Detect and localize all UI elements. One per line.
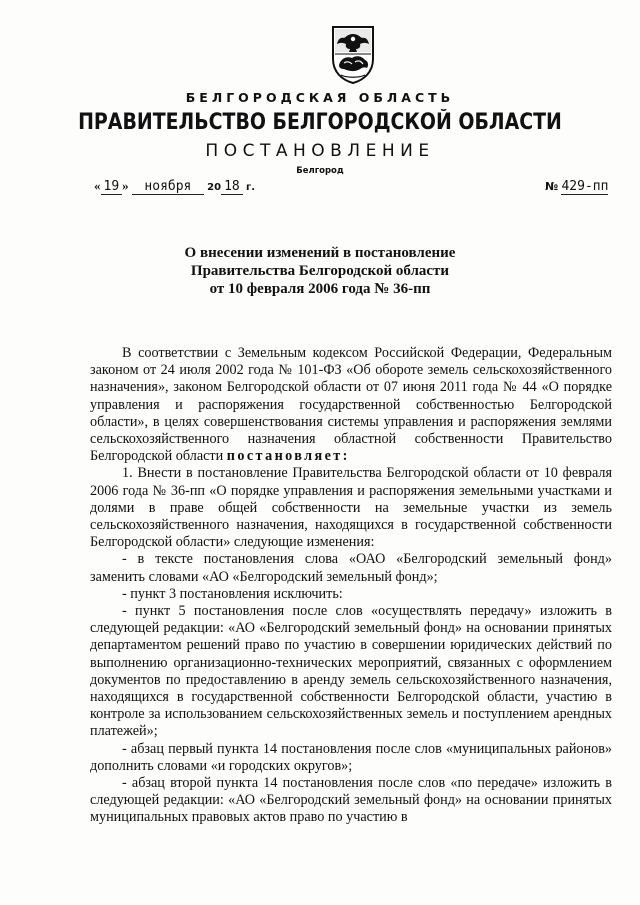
subject-line-3: от 10 февраля 2006 года № 36-пп	[209, 281, 431, 297]
subject-line-2: Правительства Белгородской области	[190, 263, 450, 279]
preamble-resolves: постановляет:	[226, 448, 350, 465]
number-sign: №	[545, 180, 559, 193]
document-body	[90, 345, 612, 827]
body-paragraph-item-1: 1. Внести в постановление Правительства Белгородской области от 10 февраля 2006 года № 36-пп «О порядке управления и распоряжения земельными участками и долями в праве общей собственности на земельные участки из земель сельскохозяйственного назначения, находящихся в государственной собственности Белгородской области» следующие изменения:	[90, 465, 612, 551]
subject-line-1: О внесении изменений в постановление	[184, 245, 456, 261]
date-year-prefix: 20	[207, 182, 222, 193]
preamble-text: В соответствии с Земельным кодексом Российской Федерации, Федеральным законом от 24 июля 2002 года № 101-ФЗ «Об обороте земель сельскохозяйственного назначения», законом Белгородской области от 07 июня 2011 года № 44 «О порядке управления и распоряжения государственной собственностью Белгородской области», в целях совершенствования системы управления и распоряжения землями сельскохозяйственного назначения областной собственности Правительство Белгородской области	[90, 345, 612, 465]
body-paragraph-change-3: - пункт 5 постановления после слов «осуществлять передачу» изложить в следующей редакции: «АО «Белгородский земельный фонд» на основании принятых департаментом решений право по участию в совершении юридических действий по выполнению организационно-технических мероприятий, связанных с оформлением документов по предоставлению в аренду земель сельскохозяйственного назначения, находящихся в государственной собственности Белгородской области, участию в контроле за использованием сельскохозяйственных земель и поступлением арендных платежей»;	[90, 603, 612, 740]
date-month: ноября	[132, 179, 204, 195]
belgorod-coat-of-arms-icon	[330, 25, 376, 85]
date-year-unit: г.	[245, 182, 256, 193]
document-number	[545, 178, 608, 195]
body-paragraph-change-5: - абзац второй пункта 14 постановления после слов «по передаче» изложить в следующей редакции: «АО «Белгородский земельный фонд» на основании принятых муниципальных правовых актов право по участию в	[90, 775, 612, 826]
document-subject	[0, 244, 640, 298]
region-heading: БЕЛГОРОДСКАЯ ОБЛАСТЬ	[185, 90, 455, 105]
document-date	[94, 178, 255, 195]
number-value: 429-пп	[561, 179, 609, 194]
body-paragraph-change-2: - пункт 3 постановления исключить:	[122, 585, 343, 602]
body-paragraph-change-4: - абзац первый пункта 14 постановления после слов «муниципальных районов» дополнить словами «и городских округов»;	[90, 740, 612, 774]
date-day: 19	[101, 179, 123, 195]
date-quote-close: »	[122, 178, 129, 193]
government-heading: ПРАВИТЕЛЬСТВО БЕЛГОРОДСКОЙ ОБЛАСТИ	[78, 110, 562, 135]
date-quote-open: «	[94, 178, 101, 193]
document-type: ПОСТАНОВЛЕНИЕ	[205, 141, 435, 161]
date-year-suffix: 18	[221, 179, 243, 195]
city-name: Белгород	[296, 166, 344, 176]
body-paragraph-preamble	[90, 345, 612, 465]
body-paragraph-change-1: - в тексте постановления слова «ОАО «Белгородский земельный фонд» заменить словами «АО «Белгородский земельный фонд»;	[90, 551, 612, 585]
